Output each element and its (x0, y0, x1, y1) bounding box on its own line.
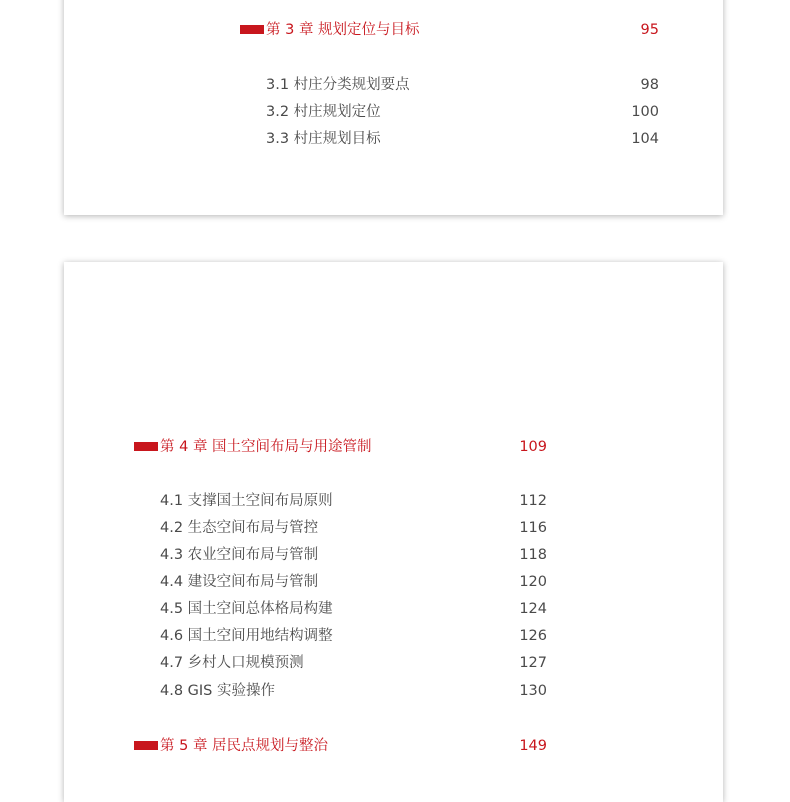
chapter-page-number: 109 (519, 439, 547, 455)
toc-chapter-4[interactable] (160, 436, 547, 458)
toc-page-upper (64, 0, 723, 215)
section-page-number: 120 (519, 574, 547, 590)
section-page-number: 116 (519, 520, 547, 536)
toc-section-4-3[interactable] (160, 544, 547, 566)
section-page-number: 118 (519, 547, 547, 563)
section-title: 4.8 GIS 实验操作 (160, 683, 275, 699)
section-page-number: 130 (519, 683, 547, 699)
section-title: 4.3 农业空间布局与管制 (160, 547, 319, 563)
section-page-number: 100 (631, 104, 659, 120)
chapter-title: 第 3 章 规划定位与目标 (266, 22, 420, 38)
section-page-number: 104 (631, 131, 659, 147)
section-title: 4.7 乡村人口规模预测 (160, 655, 304, 671)
chapter-marker-icon (134, 741, 158, 750)
section-page-number: 124 (519, 601, 547, 617)
chapter-marker-icon (134, 442, 158, 451)
toc-section-4-7[interactable] (160, 652, 547, 674)
toc-section-4-6[interactable] (160, 625, 547, 647)
section-title: 4.6 国土空间用地结构调整 (160, 628, 333, 644)
chapter-page-number: 95 (640, 22, 659, 38)
toc-page-lower (64, 262, 723, 802)
chapter-marker-icon (240, 25, 264, 34)
section-page-number: 127 (519, 655, 547, 671)
toc-section-3-2[interactable] (266, 101, 659, 123)
section-page-number: 112 (519, 493, 547, 509)
toc-chapter-5[interactable] (160, 735, 547, 757)
section-title: 4.5 国土空间总体格局构建 (160, 601, 333, 617)
section-page-number: 126 (519, 628, 547, 644)
section-title: 4.1 支撑国土空间布局原则 (160, 493, 333, 509)
toc-section-3-1[interactable] (266, 74, 659, 96)
section-page-number: 98 (640, 77, 659, 93)
toc-chapter-3[interactable] (266, 19, 659, 41)
toc-section-4-2[interactable] (160, 517, 547, 539)
section-title: 4.4 建设空间布局与管制 (160, 574, 319, 590)
section-title: 3.2 村庄规划定位 (266, 104, 381, 120)
chapter-page-number: 149 (519, 738, 547, 754)
toc-section-4-8[interactable] (160, 680, 547, 702)
section-title: 4.2 生态空间布局与管控 (160, 520, 319, 536)
toc-section-3-3[interactable] (266, 128, 659, 150)
section-title: 3.1 村庄分类规划要点 (266, 77, 410, 93)
toc-section-4-4[interactable] (160, 571, 547, 593)
toc-section-4-5[interactable] (160, 598, 547, 620)
toc-section-4-1[interactable] (160, 490, 547, 512)
section-title: 3.3 村庄规划目标 (266, 131, 381, 147)
chapter-title: 第 4 章 国土空间布局与用途管制 (160, 439, 372, 455)
chapter-title: 第 5 章 居民点规划与整治 (160, 738, 329, 754)
